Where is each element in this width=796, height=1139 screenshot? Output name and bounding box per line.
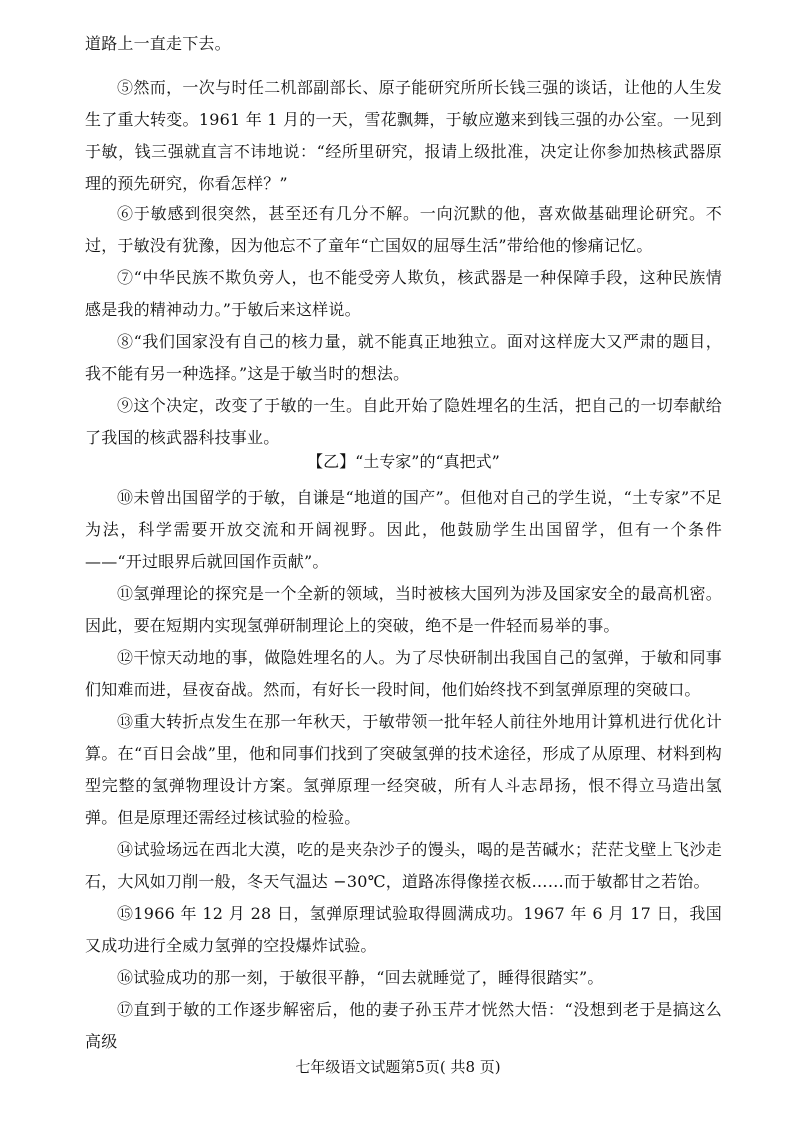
paragraph-17: ⑰直到于敏的工作逐步解密后，他的妻子孙玉芹才恍然大悟：“没想到老于是搞这么高级 (85, 1000, 722, 1051)
paragraph-7: ⑦“中华民族不欺负旁人，也不能受旁人欺负，核武器是一种保障手段，这种民族情感是我的精神动力。”于敏后来这样说。 (85, 268, 722, 319)
paragraph-12: ⑫干惊天动地的事，做隐姓埋名的人。为了尽快研制出我国自己的氢弹，于敏和同事们知难而进，昼夜奋战。然而，有好长一段时间，他们始终找不到氢弹原理的突破口。 (85, 648, 722, 699)
paragraph-9: ⑨这个决定，改变了于敏的一生。自此开始了隐姓埋名的生活，把自己的一切奉献给了我国的核武器科技事业。 (85, 396, 722, 447)
paragraph-13: ⑬重大转折点发生在那一年秋天，于敏带领一批年轻人前往外地用计算机进行优化计算。在“百日会战”里，他和同事们找到了突破氢弹的技术途径，形成了从原理、材料到构型完整的氢弹物理设计方案。氢弹原理一经突破，所有人斗志昂扬，恨不得立马造出氢弹。但是原理还需经过核试验的检验。 (85, 712, 722, 827)
paragraph-10: ⑩未曾出国留学的于敏，自谦是“地道的国产”。但他对自己的学生说，“土专家”不足为法，科学需要开放交流和开阔视野。因此，他鼓励学生出国留学，但有一个条件——“开过眼界后就回国作贡献”。 (85, 488, 722, 571)
paragraph-5: ⑤然而，一次与时任二机部副部长、原子能研究所所长钱三强的谈话，让他的人生发生了重大转变。1961 年 1 月的一天，雪花飘舞，于敏应邀来到钱三强的办公室。一见到于敏，钱三强就直言不讳地说：“经所里研究，报请上级批准，决定让你参加热核武器原理的预先研究，你看怎样？” (85, 78, 722, 193)
section-heading: 【乙】“土专家”的“真把式” (307, 452, 500, 471)
paragraph-11: ⑪氢弹理论的探究是一个全新的领域，当时被核大国列为涉及国家安全的最高机密。因此，要在短期内实现氢弹研制理论上的突破，绝不是一件轻而易举的事。 (85, 584, 722, 635)
paragraph-continuation: 道路上一直走下去。 (85, 34, 231, 53)
paragraph-15: ⑮1966 年 12 月 28 日，氢弹原理试验取得圆满成功。1967 年 6 月 17 日，我国又成功进行全威力氢弹的空投爆炸试验。 (85, 904, 722, 955)
paragraph-16: ⑯试验成功的那一刻，于敏很平静，“回去就睡觉了，睡得很踏实”。 (117, 968, 604, 987)
page-footer: 七年级语文试题第5页( 共8 页) (295, 1058, 501, 1076)
paragraph-14: ⑭试验场远在西北大漠，吃的是夹杂沙子的馒头，喝的是苦碱水；茫茫戈壁上飞沙走石，大风如刀削一般，冬天气温达 −30℃，道路冻得像搓衣板……而于敏都甘之若饴。 (85, 840, 722, 891)
paragraph-8: ⑧“我们国家没有自己的核力量，就不能真正地独立。面对这样庞大又严肃的题目，我不能有另一种选择。”这是于敏当时的想法。 (85, 332, 722, 383)
paragraph-6: ⑥于敏感到很突然，甚至还有几分不解。一向沉默的他，喜欢做基础理论研究。不过，于敏没有犹豫，因为他忘不了童年“亡国奴的屈辱生活”带给他的惨痛记忆。 (85, 204, 722, 255)
